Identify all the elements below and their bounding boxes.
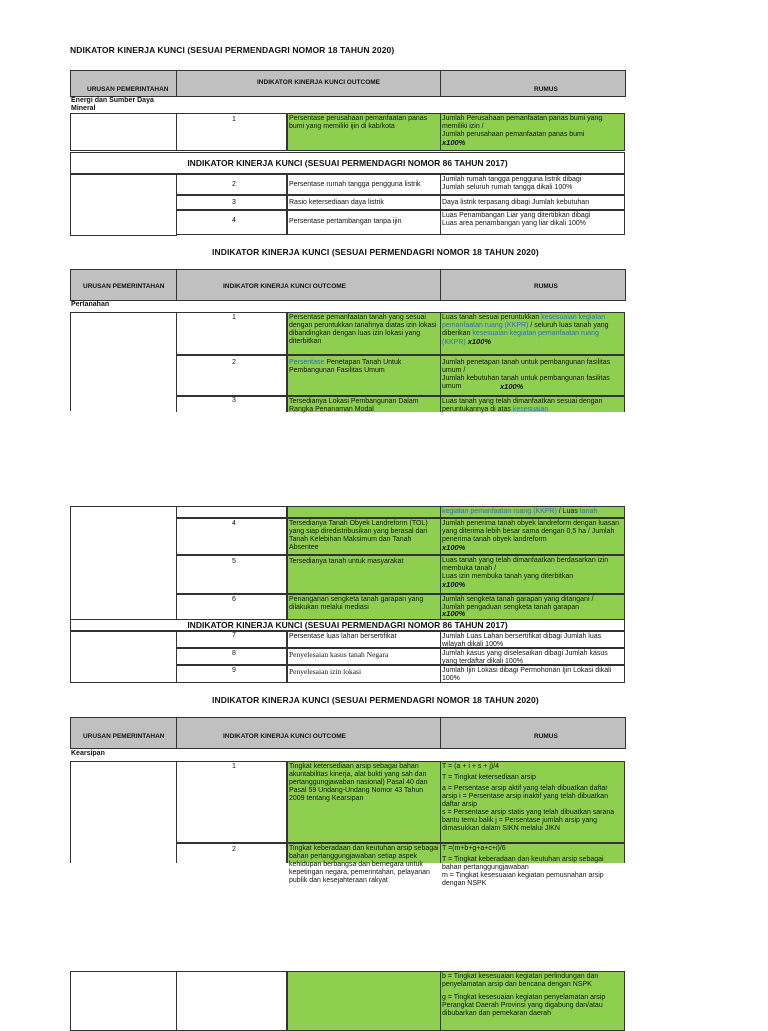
table-row: 2 — [176, 174, 287, 195]
indicator-cell: Tingkat keberadaan dan keutuhan arsip sebagai bahan pertanggungjawaban setiap aspek kehidupan berbangsa dan bernegara untuk kepetingan negara, pemerintahan, pelayanan publik dan kesejahteraan rakyat — [287, 843, 441, 863]
section-title-86a: INDIKATOR KINERJA KUNCI (SESUAI PERMENDAGRI NOMOR 86 TAHUN 2017) — [70, 152, 625, 174]
formula-cell: Luas Penambangan Liar yang ditertibkan dibagi Luas area penambangan yang liar dikali 100% — [440, 210, 625, 235]
table-row — [176, 506, 287, 518]
formula-cell: Jumlah kasus yang diselesaikan dibagi Jumlah kasus yang terdaftar dikali 100% — [440, 648, 625, 665]
formula-cell: Jumlah Luas Lahan bersertifikat dibagi Jumlah luas wilayah dikali 100% — [440, 631, 625, 648]
indicator-cell: Persentase pertambangan tanpa ijin — [287, 210, 441, 235]
formula-cell: Luas tanah yang telah dimanfaatkan sesuai dengan peruntukannya di atas kesesuaian — [440, 396, 625, 412]
formula-cell: Jumlah Perusahaan pemanfaatan panas bumi yang memiliki izin / Jumlah perusahaan pemanfaatan panas bumi x100% — [440, 113, 625, 151]
table-header-3 — [70, 717, 626, 749]
header-rumus: RUMUS — [534, 733, 558, 740]
urusan-pertanahan: Pertanahan — [71, 301, 110, 308]
formula-cell: T =(m+b+g+a+c+i)/6 T = Tingkat keberadaan dan keutuhan arsip sebagai bahan pertanggungjawaban m = Tingkat kesesuaian kegiatan pemusnahan arsip dengan NSPK — [440, 843, 625, 863]
formula-cell: T = (a + i + s + j)/4 T = Tingkat ketersediaan arsip a = Persentase arsip aktif yang telah dibuatkan daftar arsip i = Persentase arsip inaktif yang telah dibuatkan daftar arsip s = Persentase arsip statis yang telah dibuatkan sarana bantu temu balik j = Persentase jumlah arsip yang dimasukkan dalam SIKN melalui JIKN — [440, 761, 625, 843]
indicator-cell: Persentase pemanfaatan tanah yang sesuai dengan peruntukkan tanahnya diatas izin lokasi dibandingkan dengan luas izin lokasi yang diterbitkan — [287, 312, 441, 355]
formula-cell: Jumlah sengketa tanah garapan yang ditangani / Jumlah pengaduan sengketa tanah garapan x100% — [440, 594, 625, 620]
table-row: 7 — [176, 631, 287, 648]
indicator-cell: Persentase luas lahan bersertifikat — [287, 631, 441, 648]
section-title-3: INDIKATOR KINERJA KUNCI (SESUAI PERMENDAGRI NOMOR 18 TAHUN 2020) — [212, 695, 539, 705]
formula-cell: kegiatan pemanfaatan ruang (KKPR) / Luas tanah — [440, 506, 625, 518]
indicator-cell: Tersedianya Tanah Obyek Landreform (TOL) yang siap diredistribusikan yang berasal dari Tanah Kelebihan Maksimum dan Tanah Absentee — [287, 518, 441, 555]
formula-cell: Jumlah Ijin Lokasi dibagi Permohonan Ijin Lokasi dikali 100% — [440, 665, 625, 683]
header-rumus: RUMUS — [534, 283, 558, 290]
formula-cell: Jumlah rumah tangga pengguna listrik dibagi Jumlah seluruh rumah tangga dikali 100% — [440, 174, 625, 195]
formula-cell: Jumlah penerima tanah obyek landreform dengan luasan yang diterima lebih besar sama dengan 0,5 ha / Jumlah penerima tanah obyek landreform x100% — [440, 518, 625, 555]
formula-cell: Luas tanah yang telah dimanfaatkan berdasarkan izin membuka tanah / Luas izin membuka tanah yang diterbitkan x100% — [440, 555, 625, 594]
urusan-energi: Energi dan Sumber Daya Mineral — [71, 97, 154, 112]
section-title-1: NDIKATOR KINERJA KUNCI (SESUAI PERMENDAGRI NOMOR 18 TAHUN 2020) — [70, 45, 395, 55]
formula-cell: b = Tingkat kesesuaian kegiatan perlindungan dan penyelamatan arsip dari bencana dengan NSPK g = Tingkat kesesuaian kegiatan penyelamatan arsip Perangkat Daerah Provinsi yang digabung dan/atau dibubarkan dan pemekaran daerah — [440, 971, 625, 1031]
indicator-cell — [287, 506, 441, 518]
table-row: 2 — [176, 843, 287, 863]
table-row: 8 — [176, 648, 287, 665]
urusan-cell — [70, 312, 177, 411]
indicator-cell: Persentase perusahaan pemanfaatan panas bumi yang memiliki ijin di kab/kota — [287, 113, 441, 151]
formula-cell: Luas tanah sesuai peruntukkan kesesuaian kegiatan pemanfaatan ruang (KKPR) / seluruh luas tanah yang diberikan kesesuaian kegiatan pemanfaatan ruang (KKPR) x100% — [440, 312, 625, 355]
urusan-cell — [70, 631, 177, 683]
header-rumus: RUMUS — [534, 86, 558, 93]
urusan-cell — [70, 506, 177, 620]
indicator-cell: Tersedianya Lokasi Pembangunan Dalam Rangka Penanaman Modal — [287, 396, 441, 412]
indicator-cell: Penanganan sengketa tanah garapan yang dilakukan melalui mediasi — [287, 594, 441, 620]
section-title-2: INDIKATOR KINERJA KUNCI (SESUAI PERMENDAGRI NOMOR 18 TAHUN 2020) — [212, 247, 539, 257]
table-row: 4 — [176, 518, 287, 555]
indicator-cell: Rasio ketersediaan daya listrik — [287, 195, 441, 210]
urusan-cell — [70, 971, 177, 1031]
urusan-cell — [70, 174, 177, 236]
formula-cell: Daya listrik terpasang dibagi Jumlah kebutuhan — [440, 195, 625, 210]
table-row: 5 — [176, 555, 287, 594]
formula-cell: Jumlah penetapan tanah untuk pembangunan fasilitas umum / Jumlah kebutuhan tanah untuk pembangunan fasilitas umum x100% — [440, 355, 625, 396]
table-header-1 — [70, 70, 626, 97]
indicator-cell: Penyelesaian kasus tanah Negara — [287, 648, 441, 665]
indicator-cell: Persentase rumah tangga pengguna listrik — [287, 174, 441, 195]
header-urusan: URUSAN PEMERINTAHAN — [83, 733, 165, 740]
urusan-cell — [70, 761, 177, 863]
table-row: 9 — [176, 665, 287, 683]
urusan-kearsipan: Kearsipan — [71, 750, 105, 757]
indicator-cell: Tersedianya tanah untuk masyarakat — [287, 555, 441, 594]
indicator-cell: Tingkat ketersediaan arsip sebagai bahan akuntabilitas kinerja, alat bukti yang sah dan pertanggungjawaban nasional) Pasal 40 dan Pasal 59 Undang-Undang Nomor 43 Tahun 2009 tentang Kearsipan — [287, 761, 441, 843]
urusan-cell — [70, 113, 177, 151]
indicator-cell: Persentase Penetapan Tanah Untuk Pembangunan Fasilitas Umum — [287, 355, 441, 396]
table-row: 1 — [176, 761, 287, 843]
header-urusan: URUSAN PEMERINTAHAN — [87, 86, 169, 93]
header-ikk: INDIKATOR KINERJA KUNCI OUTCOME — [223, 283, 347, 290]
table-header-2 — [70, 269, 626, 301]
table-row: 3 — [176, 195, 287, 210]
indicator-cell — [287, 971, 441, 1031]
table-row: 1 — [176, 312, 287, 355]
table-row: 2 — [176, 355, 287, 396]
indicator-cell: Penyelesaian izin lokasi — [287, 665, 441, 683]
section-title-86b: INDIKATOR KINERJA KUNCI (SESUAI PERMENDAGRI NOMOR 86 TAHUN 2017) — [70, 619, 625, 631]
table-row — [176, 971, 287, 1031]
header-urusan: URUSAN PEMERINTAHAN — [83, 283, 165, 290]
table-row: 3 — [176, 396, 287, 412]
header-ikk: INDIKATOR KINERJA KUNCI OUTCOME — [223, 733, 347, 740]
table-row: 6 — [176, 594, 287, 620]
table-row: 1 — [176, 113, 287, 151]
table-row: 4 — [176, 210, 287, 235]
header-ikk: INDIKATOR KINERJA KUNCI OUTCOME — [257, 79, 381, 86]
